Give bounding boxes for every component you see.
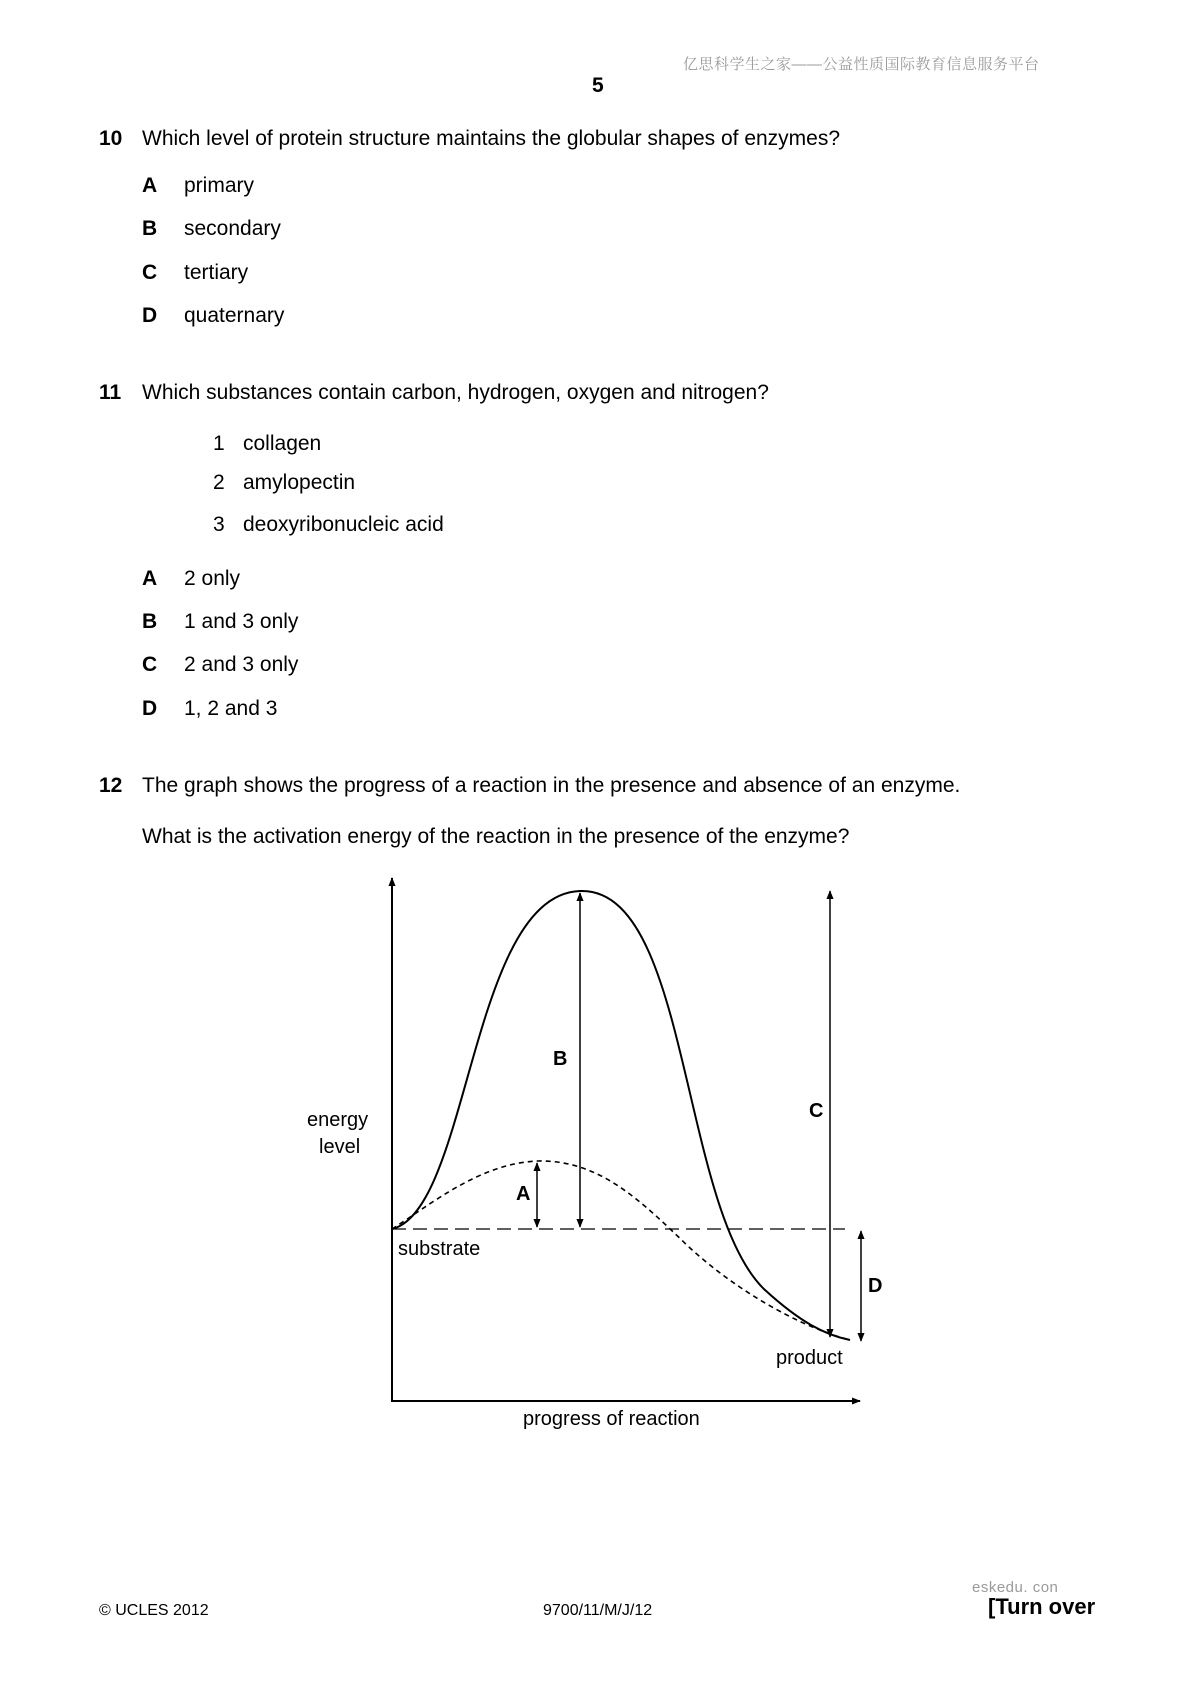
- q11-statement-2-text: amylopectin: [243, 471, 356, 494]
- q11-option-a-text: 2 only: [184, 567, 241, 590]
- q10-option-a-letter: A: [142, 174, 158, 197]
- arrow-d-label: D: [868, 1275, 883, 1297]
- q11-option-c-text: 2 and 3 only: [184, 653, 299, 676]
- question-12-number: 12: [99, 774, 123, 797]
- question-11-number: 11: [99, 381, 122, 404]
- product-label: product: [776, 1347, 843, 1369]
- arrow-c-label: C: [809, 1100, 824, 1122]
- q10-option-c-letter: C: [142, 261, 158, 284]
- question-10-text: Which level of protein structure maintains the globular shapes of enzymes?: [142, 127, 841, 150]
- q10-option-a-text: primary: [184, 174, 255, 197]
- footer-turn-over: [Turn over: [988, 1594, 1096, 1619]
- q11-option-d-text: 1, 2 and 3: [184, 697, 278, 720]
- q11-statement-3-number: 3: [213, 513, 225, 536]
- uncatalysed-curve: [392, 891, 850, 1340]
- q11-statement-2-number: 2: [213, 471, 225, 494]
- question-12-text-1: The graph shows the progress of a reaction in the presence and absence of an enzyme.: [142, 774, 961, 797]
- q11-option-c-letter: C: [142, 653, 158, 676]
- substrate-label: substrate: [398, 1238, 481, 1260]
- page-number: 5: [592, 74, 604, 97]
- q10-option-d-text: quaternary: [184, 304, 285, 327]
- q11-statement-1-number: 1: [213, 432, 225, 455]
- q11-statement-1-text: collagen: [243, 432, 322, 455]
- q10-option-b-letter: B: [142, 217, 158, 240]
- footer-paper-code: 9700/11/M/J/12: [543, 1602, 653, 1619]
- footer-watermark: eskedu. con: [972, 1579, 1059, 1596]
- header-watermark: 亿思科学生之家——公益性质国际教育信息服务平台: [683, 56, 1040, 73]
- q11-option-a-letter: A: [142, 567, 158, 590]
- arrow-a-label: A: [516, 1183, 531, 1205]
- y-axis-label-line-1: energy: [307, 1109, 369, 1131]
- x-axis-label: progress of reaction: [523, 1408, 700, 1430]
- q10-option-b-text: secondary: [184, 217, 281, 240]
- q11-statement-3-text: deoxyribonucleic acid: [243, 513, 444, 536]
- question-11-text: Which substances contain carbon, hydrogen, oxygen and nitrogen?: [142, 381, 769, 404]
- q10-option-c-text: tertiary: [184, 261, 249, 284]
- arrow-b-label: B: [553, 1048, 568, 1070]
- q10-option-d-letter: D: [142, 304, 158, 327]
- q11-option-d-letter: D: [142, 697, 158, 720]
- q11-option-b-text: 1 and 3 only: [184, 610, 299, 633]
- question-12-text-2: What is the activation energy of the reaction in the presence of the enzyme?: [142, 825, 850, 848]
- q11-option-b-letter: B: [142, 610, 158, 633]
- question-10-number: 10: [99, 127, 123, 150]
- footer-copyright: © UCLES 2012: [99, 1602, 209, 1619]
- y-axis-label-line-2: level: [319, 1136, 361, 1158]
